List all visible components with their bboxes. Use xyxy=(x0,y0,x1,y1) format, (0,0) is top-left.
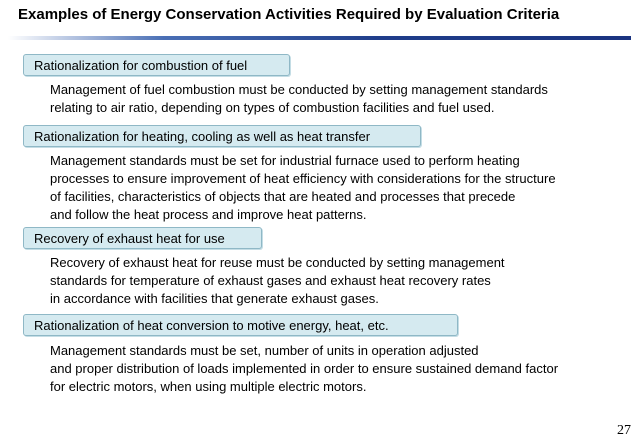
section-body-exhaust-heat: Recovery of exhaust heat for reuse must be conducted by setting management standards for temperature of exhaust gases and exhaust heat recovery rates in accordance with facilities that generate exhaust gases. xyxy=(50,255,505,306)
title-underline xyxy=(8,36,631,40)
section-heading-combustion: Rationalization for combustion of fuel xyxy=(23,54,290,76)
section-body-combustion: Management of fuel combustion must be conducted by setting management standards relating to air ratio, depending on types of combustion facilities and fuel used. xyxy=(50,82,548,115)
section-heading-exhaust-heat: Recovery of exhaust heat for use xyxy=(23,227,262,249)
section-body-heat-conversion: Management standards must be set, number of units in operation adjusted and proper distribution of loads implemented in order to ensure sustained demand factor for electric motors, when using multiple electric motors. xyxy=(50,343,559,394)
section-heading-heat-transfer: Rationalization for heating, cooling as well as heat transfer xyxy=(23,125,421,147)
page-number: 27 xyxy=(617,423,631,438)
section-body-heat-transfer: Management standards must be set for industrial furnace used to perform heating processes to ensure improvement of heat efficiency with considerations for the structure of facilities, characteristics of objects that are heated and processes that precede and follow the heat process and improve heat patterns. xyxy=(50,153,556,222)
slide-title: Examples of Energy Conservation Activities Required by Evaluation Criteria xyxy=(18,6,560,23)
section-heading-heat-conversion: Rationalization of heat conversion to motive energy, heat, etc. xyxy=(23,314,458,336)
